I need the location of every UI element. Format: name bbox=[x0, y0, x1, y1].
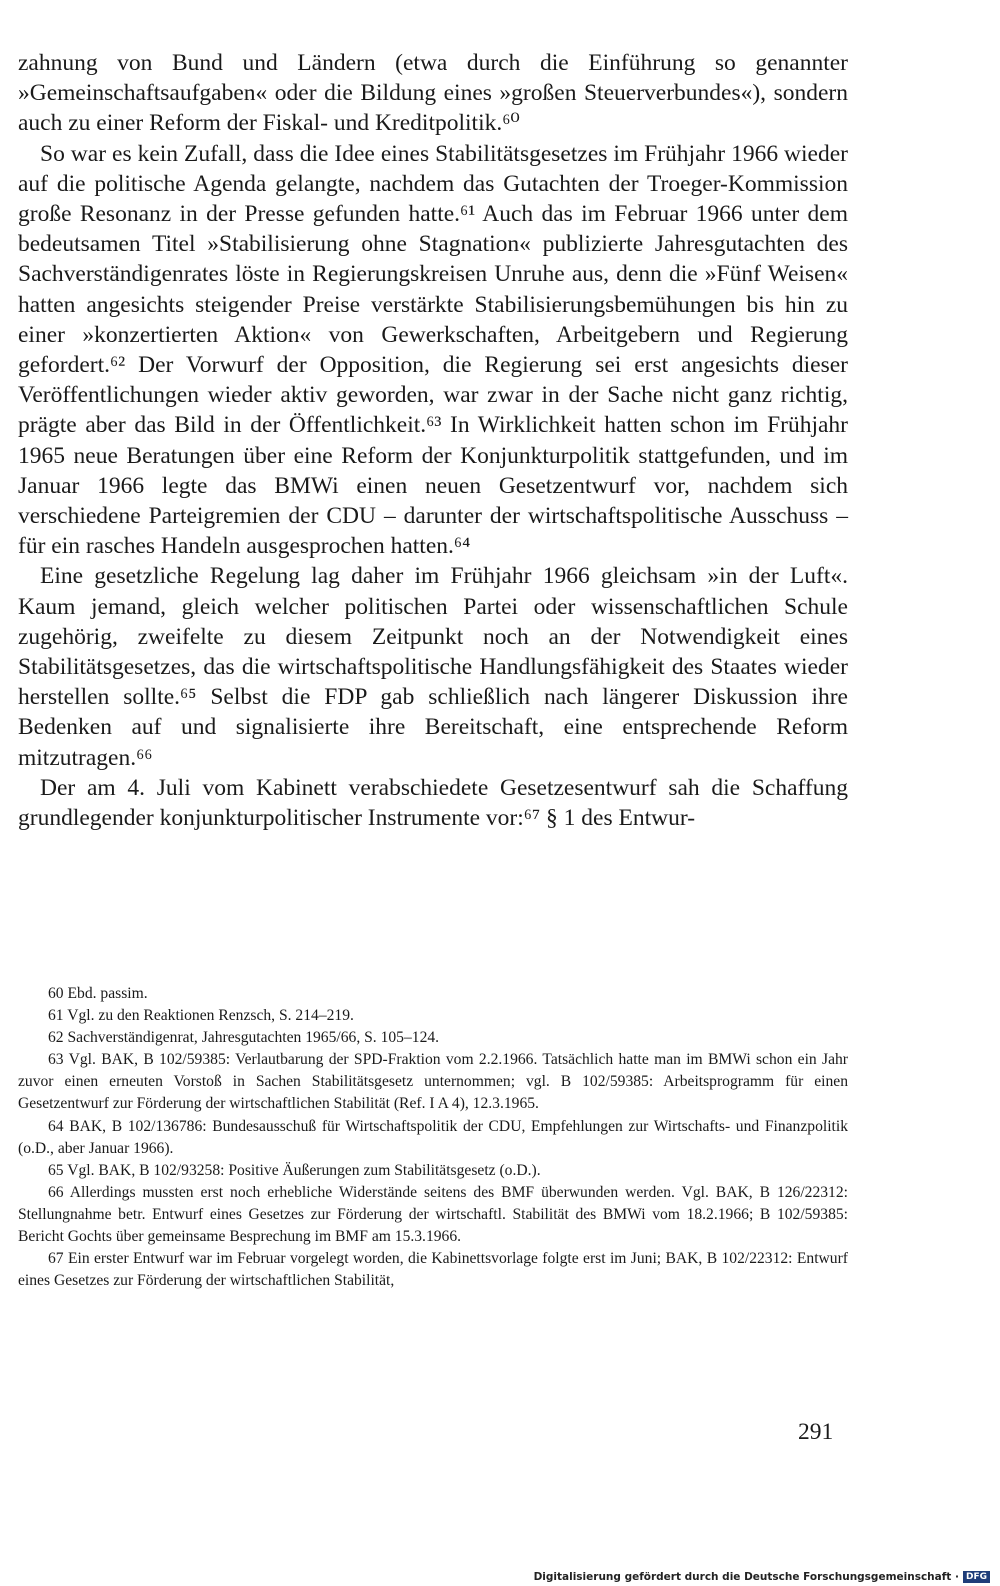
main-text bbox=[18, 48, 848, 833]
digitization-credit bbox=[534, 1571, 990, 1583]
footnotes bbox=[18, 983, 848, 1292]
page-number: 291 bbox=[798, 1419, 834, 1445]
footnote-65: 65 Vgl. BAK, B 102/93258: Positive Äußerungen zum Stabilitätsgesetz (o.D.). bbox=[48, 1161, 541, 1179]
footnote-67: 67 Ein erster Entwurf war im Februar vorgelegt worden, die Kabinettsvorlage folgte erst im Juni; BAK, B 102/22312: Entwurf eines Gesetzes zur Förderung der wirtschaftlichen Stabilität, bbox=[18, 1250, 848, 1290]
footnote-61: 61 Vgl. zu den Reaktionen Renzsch, S. 214–219. bbox=[48, 1007, 354, 1025]
footnote-60: 60 Ebd. passim. bbox=[48, 985, 148, 1002]
footnote-66: 66 Allerdings mussten erst noch erhebliche Widerstände seitens des BMF überwunden werden. Vgl. BAK, B 126/22312: Stellungnahme betr. Entwurf eines Gesetzes zur Förderung der wirtschaftl. Stabilität des BMWi vom 18.2.1966; B 102/59385: Bericht Gochts über gemeinsame Besprechung im BMF am 15.3.1966. bbox=[18, 1183, 848, 1246]
footnote-62: 62 Sachverständigenrat, Jahresgutachten 1965/66, S. 105–124. bbox=[48, 1029, 440, 1047]
paragraph-2: So war es kein Zufall, dass die Idee eines Stabilitätsgesetzes im Frühjahr 1966 wieder auf die politische Agenda gelangte, nachdem das Gutachten der Troeger-Kommission große Resonanz in der Presse gefunden hatte.⁶¹ Auch das im Februar 1966 unter dem bedeutsamen Titel »Stabilisierung ohne Stagnation« publizierte Jahresgutachten des Sachverständigenrates löste in Regierungskreisen Unruhe aus, denn die »Fünf Weisen« hatten angesichts steigender Preise verstärkte Stabilisierungsbemühungen bis hin zu einer »konzertierten Aktion« von Gewerkschaften, Arbeitgebern und Regierung gefordert.⁶² Der Vorwurf der Opposition, die Regierung sei erst angesichts dieser Veröffentlichungen wieder aktiv geworden, war zwar in der Sache nicht ganz richtig, prägte aber das Bild in der Öffentlichkeit.⁶³ In Wirklichkeit hatten schon im Frühjahr 1965 neue Beratungen über eine Reform der Konjunkturpolitik stattgefunden, und im Januar 1966 legte das BMWi einen neuen Gesetzentwurf vor, nachdem sich verschiedene Parteigremien der CDU – darunter der wirtschaftspolitische Ausschuss – für ein rasches Handeln ausgesprochen hatten.⁶⁴ bbox=[18, 140, 848, 560]
paragraph-4: Der am 4. Juli vom Kabinett verabschiedete Gesetzesentwurf sah die Schaffung grundlegender konjunkturpolitischer Instrumente vor:⁶⁷ § 1 des Entwur- bbox=[18, 774, 848, 832]
paragraph-1: zahnung von Bund und Ländern (etwa durch die Einführung so genannter »Gemeinschaftsaufgaben« oder die Bildung eines »großen Steuerverbundes«), sondern auch zu einer Reform der Fiskal- und Kreditpolitik.⁶⁰ bbox=[18, 50, 848, 137]
paragraph-3: Eine gesetzliche Regelung lag daher im Frühjahr 1966 gleichsam »in der Luft«. Kaum jemand, gleich welcher politischen Partei oder wissenschaftlichen Schule zugehörig, zweifelte zu diesem Zeitpunkt noch an der Notwendigkeit eines Stabilitätsgesetzes, das die wirtschaftspolitische Handlungsfähigkeit des Staates wieder herstellen sollte.⁶⁵ Selbst die FDP gab schließlich nach längerer Diskussion ihre Bedenken auf und signalisierte ihre Bereitschaft, eine entsprechende Reform mitzutragen.⁶⁶ bbox=[18, 563, 848, 771]
credit-text: Digitalisierung gefördert durch die Deutsche Forschungsgemeinschaft · bbox=[533, 1571, 959, 1583]
footnote-63: 63 Vgl. BAK, B 102/59385: Verlautbarung der SPD-Fraktion vom 2.2.1966. Tatsächlich hatte man im BMWi schon ein Jahr zuvor einen erneuten Vorstoß in Sachen Stabilitätsgesetz unternommen; vgl. B 102/59385: Arbeitsprogramm für einen Gesetzentwurf zur Förderung der wirtschaftlichen Stabilität (Ref. I A 4), 12.3.1965. bbox=[18, 1051, 848, 1113]
footnote-64: 64 BAK, B 102/136786: Bundesausschuß für Wirtschaftspolitik der CDU, Empfehlungen zur Wirtschafts- und Finanzpolitik (o.D., aber Januar 1966). bbox=[18, 1117, 848, 1157]
dfg-logo: DFG bbox=[963, 1571, 990, 1583]
